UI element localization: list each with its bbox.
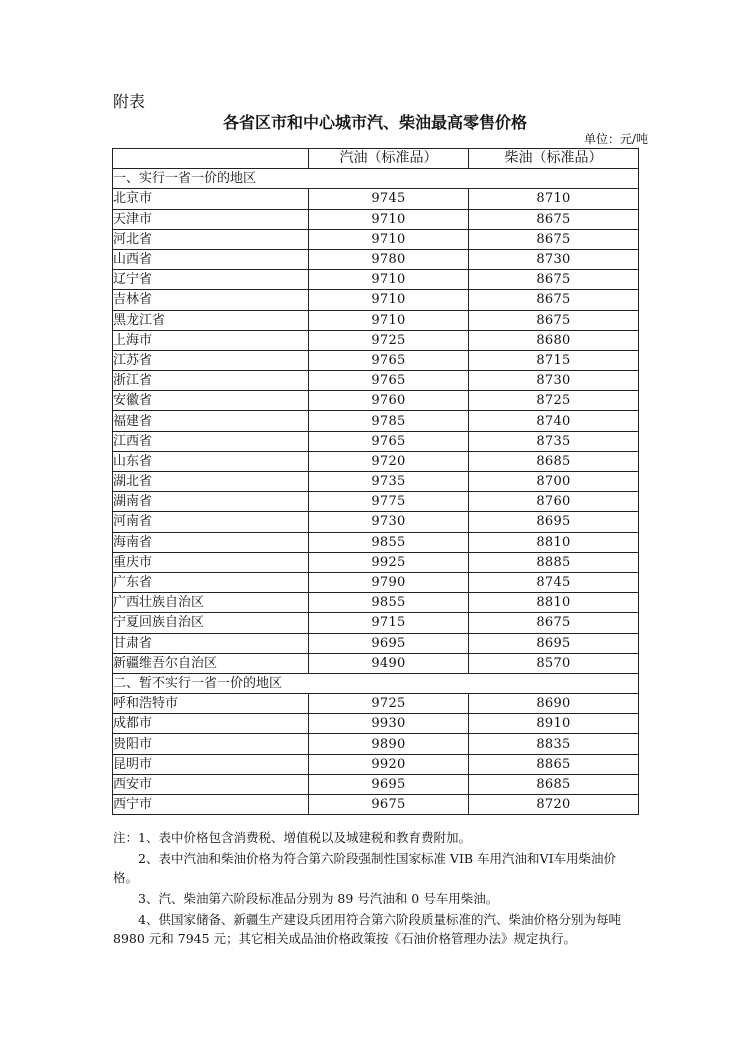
region-name: 河北省 — [113, 229, 309, 249]
table-row — [113, 633, 639, 653]
section1-label: 一、实行一省一价的地区 — [113, 169, 639, 189]
table-row — [113, 451, 639, 471]
diesel-price: 8810 — [469, 593, 639, 613]
gasoline-price: 9765 — [309, 431, 469, 451]
notes — [113, 828, 641, 948]
table-row — [113, 512, 639, 532]
region-name: 河南省 — [113, 512, 309, 532]
diesel-price: 8700 — [469, 472, 639, 492]
note-3: 3、汽、柴油第六阶段标准品分别为 89 号汽油和 0 号车用柴油。 — [138, 891, 499, 906]
diesel-price: 8695 — [469, 633, 639, 653]
region-name: 辽宁省 — [113, 270, 309, 290]
region-name: 吉林省 — [113, 290, 309, 310]
diesel-price: 8675 — [469, 270, 639, 290]
gasoline-price: 9710 — [309, 209, 469, 229]
region-name: 湖北省 — [113, 472, 309, 492]
diesel-price: 8570 — [469, 653, 639, 673]
gasoline-price: 9710 — [309, 229, 469, 249]
table-row — [113, 290, 639, 310]
diesel-price: 8690 — [469, 694, 639, 714]
gasoline-price: 9710 — [309, 310, 469, 330]
region-name: 昆明市 — [113, 754, 309, 774]
header-diesel: 柴油（标准品） — [469, 149, 639, 169]
gasoline-price: 9855 — [309, 532, 469, 552]
region-name: 新疆维吾尔自治区 — [113, 653, 309, 673]
diesel-price: 8685 — [469, 451, 639, 471]
diesel-price: 8675 — [469, 310, 639, 330]
region-name: 海南省 — [113, 532, 309, 552]
gasoline-price: 9695 — [309, 633, 469, 653]
gasoline-price: 9765 — [309, 371, 469, 391]
region-name: 浙江省 — [113, 371, 309, 391]
diesel-price: 8910 — [469, 714, 639, 734]
table-row — [113, 472, 639, 492]
diesel-price: 8675 — [469, 209, 639, 229]
region-name: 西安市 — [113, 774, 309, 794]
table-row — [113, 613, 639, 633]
gasoline-price: 9735 — [309, 472, 469, 492]
table-row — [113, 270, 639, 290]
gasoline-price: 9855 — [309, 593, 469, 613]
region-name: 湖南省 — [113, 492, 309, 512]
diesel-price: 8740 — [469, 411, 639, 431]
table-row — [113, 734, 639, 754]
table-row — [113, 572, 639, 592]
gasoline-price: 9490 — [309, 653, 469, 673]
gasoline-price: 9695 — [309, 774, 469, 794]
diesel-price: 8710 — [469, 189, 639, 209]
diesel-price: 8695 — [469, 512, 639, 532]
gasoline-price: 9725 — [309, 330, 469, 350]
gasoline-price: 9720 — [309, 451, 469, 471]
gasoline-price: 9890 — [309, 734, 469, 754]
region-name: 北京市 — [113, 189, 309, 209]
header-gasoline: 汽油（标准品） — [309, 149, 469, 169]
region-name: 甘肃省 — [113, 633, 309, 653]
region-name: 呼和浩特市 — [113, 694, 309, 714]
region-name: 重庆市 — [113, 552, 309, 572]
region-name: 成都市 — [113, 714, 309, 734]
table-row — [113, 371, 639, 391]
diesel-price: 8885 — [469, 552, 639, 572]
gasoline-price: 9925 — [309, 552, 469, 572]
table-row — [113, 774, 639, 794]
region-name: 江西省 — [113, 431, 309, 451]
diesel-price: 8675 — [469, 613, 639, 633]
region-name: 山西省 — [113, 249, 309, 269]
table-row — [113, 189, 639, 209]
table-row — [113, 492, 639, 512]
section2-label: 二、暂不实行一省一价的地区 — [113, 673, 639, 693]
header-region — [113, 149, 309, 169]
region-name: 天津市 — [113, 209, 309, 229]
note-1: 注：1、表中价格包含消费税、增值税以及城建税和教育费附加。 — [113, 830, 471, 845]
gasoline-price: 9725 — [309, 694, 469, 714]
gasoline-price: 9765 — [309, 350, 469, 370]
gasoline-price: 9760 — [309, 391, 469, 411]
diesel-price: 8760 — [469, 492, 639, 512]
region-name: 安徽省 — [113, 391, 309, 411]
gasoline-price: 9675 — [309, 795, 469, 815]
section1-header-row — [113, 169, 639, 189]
diesel-price: 8725 — [469, 391, 639, 411]
diesel-price: 8730 — [469, 249, 639, 269]
table-row — [113, 593, 639, 613]
diesel-price: 8835 — [469, 734, 639, 754]
region-name: 福建省 — [113, 411, 309, 431]
table-row — [113, 391, 639, 411]
table-row — [113, 249, 639, 269]
diesel-price: 8730 — [469, 371, 639, 391]
price-table — [112, 148, 639, 815]
table-row — [113, 653, 639, 673]
gasoline-price: 9715 — [309, 613, 469, 633]
table-row — [113, 694, 639, 714]
gasoline-price: 9710 — [309, 270, 469, 290]
table-row — [113, 330, 639, 350]
diesel-price: 8675 — [469, 290, 639, 310]
diesel-price: 8675 — [469, 229, 639, 249]
diesel-price: 8720 — [469, 795, 639, 815]
gasoline-price: 9745 — [309, 189, 469, 209]
region-name: 宁夏回族自治区 — [113, 613, 309, 633]
table-row — [113, 532, 639, 552]
table-row — [113, 431, 639, 451]
diesel-price: 8745 — [469, 572, 639, 592]
region-name: 江苏省 — [113, 350, 309, 370]
gasoline-price: 9930 — [309, 714, 469, 734]
table-row — [113, 754, 639, 774]
table-row — [113, 795, 639, 815]
diesel-price: 8680 — [469, 330, 639, 350]
gasoline-price: 9920 — [309, 754, 469, 774]
diesel-price: 8735 — [469, 431, 639, 451]
table-row — [113, 552, 639, 572]
note-2: 2、表中汽油和柴油价格为符合第六阶段强制性国家标准 VIB 车用汽油和VI车用柴油价格。 — [113, 851, 617, 885]
gasoline-price: 9710 — [309, 290, 469, 310]
table-row — [113, 714, 639, 734]
region-name: 上海市 — [113, 330, 309, 350]
region-name: 山东省 — [113, 451, 309, 471]
gasoline-price: 9780 — [309, 249, 469, 269]
gasoline-price: 9775 — [309, 492, 469, 512]
unit-label: 单位：元/吨 — [583, 132, 648, 146]
region-name: 黑龙江省 — [113, 310, 309, 330]
gasoline-price: 9730 — [309, 512, 469, 532]
table-row — [113, 310, 639, 330]
table-row — [113, 350, 639, 370]
region-name: 广西壮族自治区 — [113, 593, 309, 613]
section2-header-row — [113, 673, 639, 693]
region-name: 西宁市 — [113, 795, 309, 815]
table-row — [113, 411, 639, 431]
table-row — [113, 229, 639, 249]
gasoline-price: 9790 — [309, 572, 469, 592]
table-body — [113, 169, 639, 815]
diesel-price: 8865 — [469, 754, 639, 774]
region-name: 广东省 — [113, 572, 309, 592]
page-title: 各省区市和中心城市汽、柴油最高零售价格 — [222, 113, 527, 132]
table-row — [113, 209, 639, 229]
region-name: 贵阳市 — [113, 734, 309, 754]
appendix-label: 附表 — [113, 92, 146, 111]
table-header-row — [113, 149, 639, 169]
gasoline-price: 9785 — [309, 411, 469, 431]
diesel-price: 8715 — [469, 350, 639, 370]
diesel-price: 8685 — [469, 774, 639, 794]
diesel-price: 8810 — [469, 532, 639, 552]
note-4: 4、供国家储备、新疆生产建设兵团用符合第六阶段质量标准的汽、柴油价格分别为每吨 8980 元和 7945 元；其它相关成品油价格政策按《石油价格管理办法》规定执行。 — [113, 912, 621, 946]
